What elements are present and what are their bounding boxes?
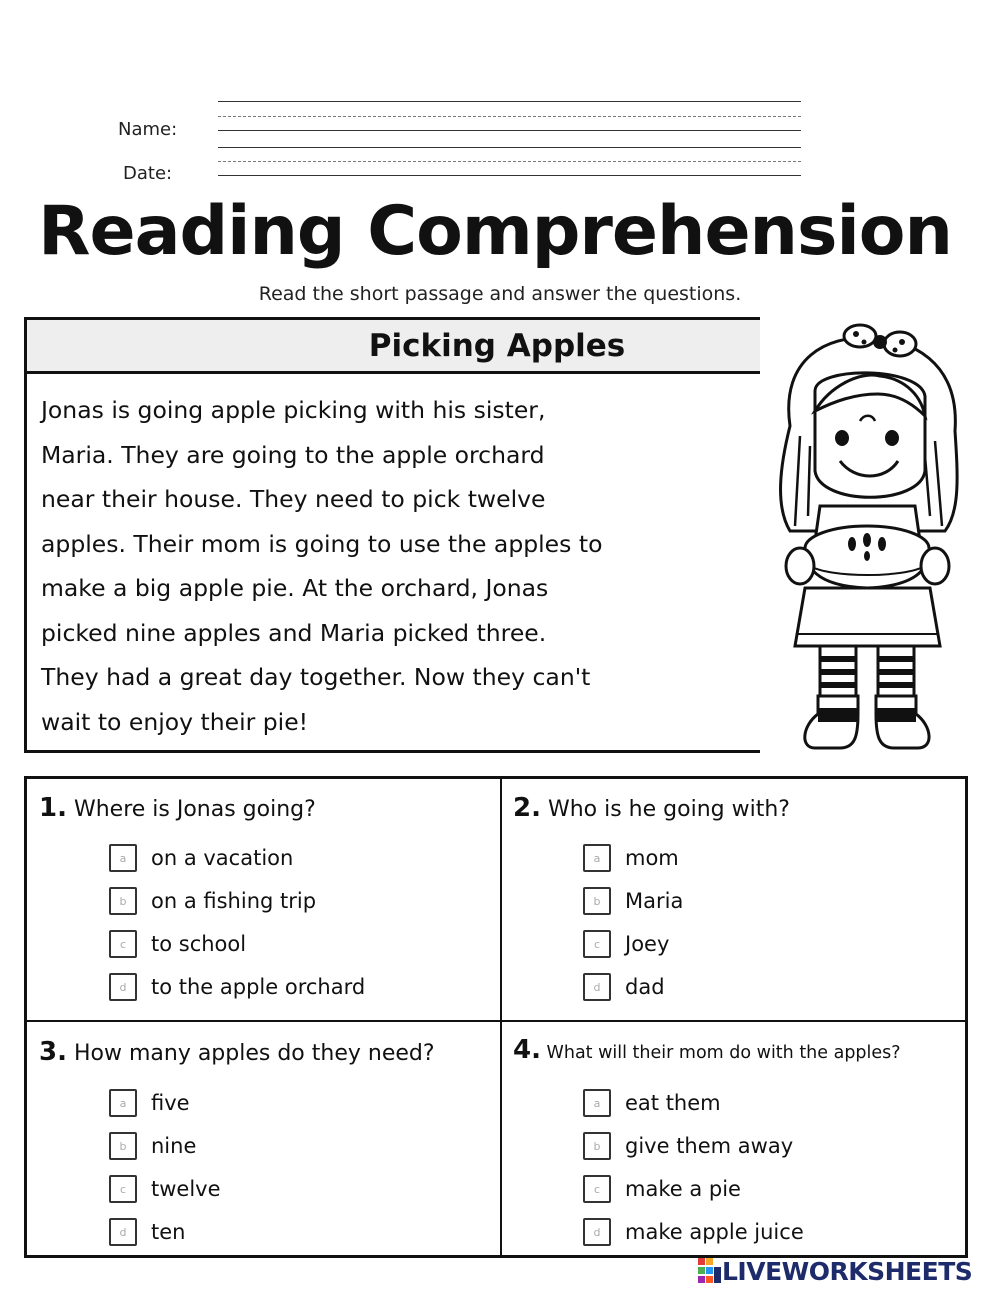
date-label: Date:: [123, 163, 173, 184]
question-1-option-a[interactable]: [109, 842, 293, 874]
answer-checkbox[interactable]: b: [583, 887, 611, 915]
question-2-option-c[interactable]: [583, 928, 669, 960]
option-label: give them away: [625, 1134, 794, 1158]
date-input-line[interactable]: [218, 175, 801, 176]
question-4-option-d[interactable]: [583, 1216, 804, 1248]
girl-holding-pie-illustration: [760, 316, 975, 756]
question-1-option-b[interactable]: [109, 885, 316, 917]
question-2-text: Who is he going with?: [547, 797, 790, 822]
question-1-text: Where is Jonas going?: [73, 797, 316, 822]
answer-checkbox[interactable]: a: [583, 1089, 611, 1117]
option-label: Joey: [625, 932, 670, 956]
question-4-text: What will their mom do with the apples?: [546, 1043, 901, 1063]
date-guide-top: [218, 147, 801, 148]
question-4-number: 4.: [513, 1035, 541, 1065]
question-3-option-b[interactable]: [109, 1130, 196, 1162]
answer-checkbox[interactable]: c: [109, 1175, 137, 1203]
logo-text: LIVEWORKSHEETS: [722, 1256, 973, 1286]
question-3-number: 3.: [39, 1037, 67, 1067]
option-label: on a vacation: [151, 846, 294, 870]
questions-grid: [24, 776, 968, 1258]
answer-checkbox[interactable]: d: [583, 973, 611, 1001]
option-label: eat them: [625, 1091, 721, 1115]
liveworksheets-logo[interactable]: [698, 1256, 972, 1286]
question-4-option-a[interactable]: [583, 1087, 721, 1119]
passage-title: Picking Apples: [368, 328, 626, 364]
answer-checkbox[interactable]: a: [583, 844, 611, 872]
name-guide-mid: [218, 116, 801, 117]
name-input-line[interactable]: [218, 130, 801, 131]
question-1-option-d[interactable]: [109, 971, 365, 1003]
question-1-number: 1.: [39, 793, 67, 823]
option-label: dad: [625, 975, 665, 999]
question-3-option-c[interactable]: [109, 1173, 221, 1205]
answer-checkbox[interactable]: a: [109, 1089, 137, 1117]
answer-checkbox[interactable]: d: [109, 973, 137, 1001]
answer-checkbox[interactable]: b: [109, 1132, 137, 1160]
answer-checkbox[interactable]: d: [583, 1218, 611, 1246]
answer-checkbox[interactable]: c: [109, 930, 137, 958]
option-label: nine: [151, 1134, 197, 1158]
grid-divider-horizontal: [27, 1020, 965, 1022]
option-label: to the apple orchard: [151, 975, 366, 999]
date-guide-mid: [218, 161, 801, 162]
name-label: Name:: [118, 119, 178, 140]
option-label: twelve: [151, 1177, 221, 1201]
option-label: make apple juice: [625, 1220, 804, 1244]
question-3-text: How many apples do they need?: [73, 1041, 435, 1066]
question-4-option-c[interactable]: [583, 1173, 741, 1205]
page-subtitle: Read the short passage and answer the questions.: [258, 283, 742, 305]
question-2-option-d[interactable]: [583, 971, 665, 1003]
name-guide-top: [218, 101, 801, 102]
answer-checkbox[interactable]: d: [109, 1218, 137, 1246]
answer-checkbox[interactable]: a: [109, 844, 137, 872]
answer-checkbox[interactable]: c: [583, 930, 611, 958]
option-label: Maria: [625, 889, 684, 913]
option-label: to school: [151, 932, 247, 956]
grid-divider-vertical: [500, 779, 502, 1255]
option-label: on a fishing trip: [151, 889, 317, 913]
question-2-number: 2.: [513, 793, 541, 823]
answer-checkbox[interactable]: b: [583, 1132, 611, 1160]
question-1-option-c[interactable]: [109, 928, 246, 960]
question-3-option-a[interactable]: [109, 1087, 190, 1119]
option-label: ten: [151, 1220, 186, 1244]
answer-checkbox[interactable]: b: [109, 887, 137, 915]
page-title: Reading Comprehension: [38, 192, 952, 271]
option-label: five: [151, 1091, 190, 1115]
option-label: make a pie: [625, 1177, 741, 1201]
question-4-option-b[interactable]: [583, 1130, 793, 1162]
answer-checkbox[interactable]: c: [583, 1175, 611, 1203]
liveworksheets-logo-icon: [698, 1258, 722, 1284]
question-2-option-a[interactable]: [583, 842, 679, 874]
passage-text: Jonas is going apple picking with his sister, Maria. They are going to the apple orchard near their house. They need to pick twelve apples. Their mom is going to use the apples to make a big apple pie. At the orchard, Jonas picked nine apples and Maria picked three. They had a great day together. Now they can't wait to enjoy their pie!: [41, 396, 603, 736]
question-3-option-d[interactable]: [109, 1216, 185, 1248]
question-2-option-b[interactable]: [583, 885, 683, 917]
option-label: mom: [625, 846, 679, 870]
